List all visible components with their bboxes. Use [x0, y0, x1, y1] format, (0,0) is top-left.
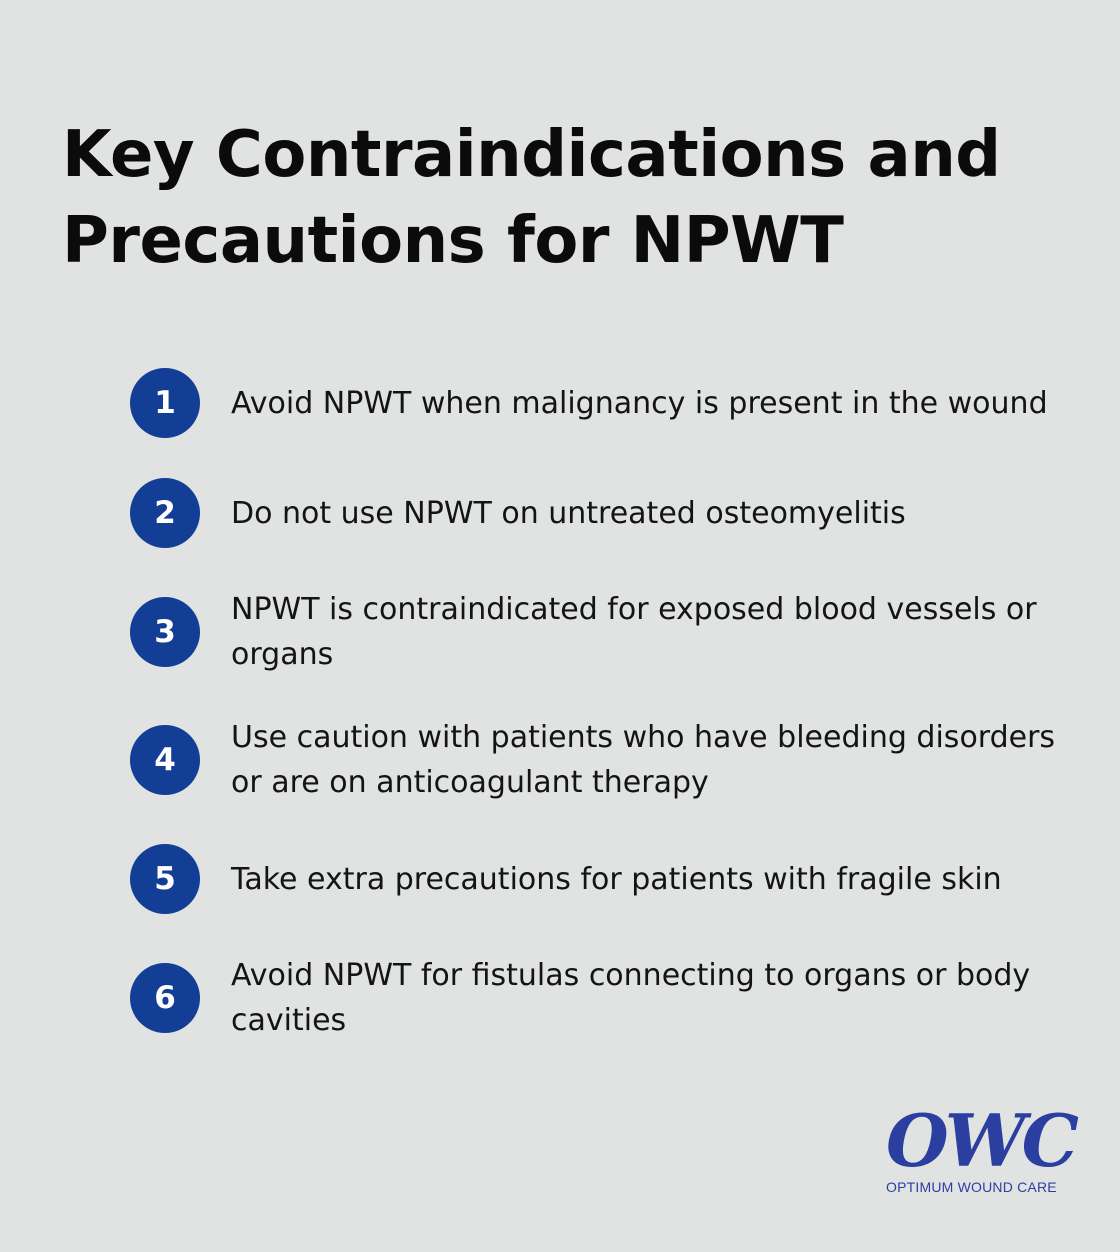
number-badge: 1	[130, 368, 200, 438]
item-text: Do not use NPWT on untreated osteomyelitis	[231, 495, 906, 531]
logo-mark: OWC	[886, 1098, 1075, 1183]
number-badge: 6	[130, 963, 200, 1033]
list-item	[130, 587, 1070, 677]
number-badge: 3	[130, 597, 200, 667]
number-badge: 4	[130, 725, 200, 795]
list-item	[130, 953, 1070, 1043]
item-text: Avoid NPWT for fistulas connecting to organs or body cavities	[231, 958, 1031, 1038]
item-text: Use caution with patients who have bleeding disorders or are on anticoagulant therapy	[231, 720, 1056, 800]
page-title: Key Contraindications and Precautions for NPWT	[62, 118, 1001, 278]
brand-logo	[886, 1098, 1075, 1195]
item-text: NPWT is contraindicated for exposed blood vessels or organs	[231, 592, 1037, 672]
list-item	[130, 368, 1070, 438]
list-item	[130, 844, 1070, 914]
list-item	[130, 715, 1070, 805]
number-badge: 2	[130, 478, 200, 548]
item-text: Avoid NPWT when malignancy is present in the wound	[231, 385, 1048, 421]
item-text: Take extra precautions for patients with fragile skin	[231, 861, 1002, 897]
number-badge: 5	[130, 844, 200, 914]
list-item	[130, 478, 1070, 548]
logo-tagline: OPTIMUM WOUND CARE	[886, 1179, 1057, 1195]
